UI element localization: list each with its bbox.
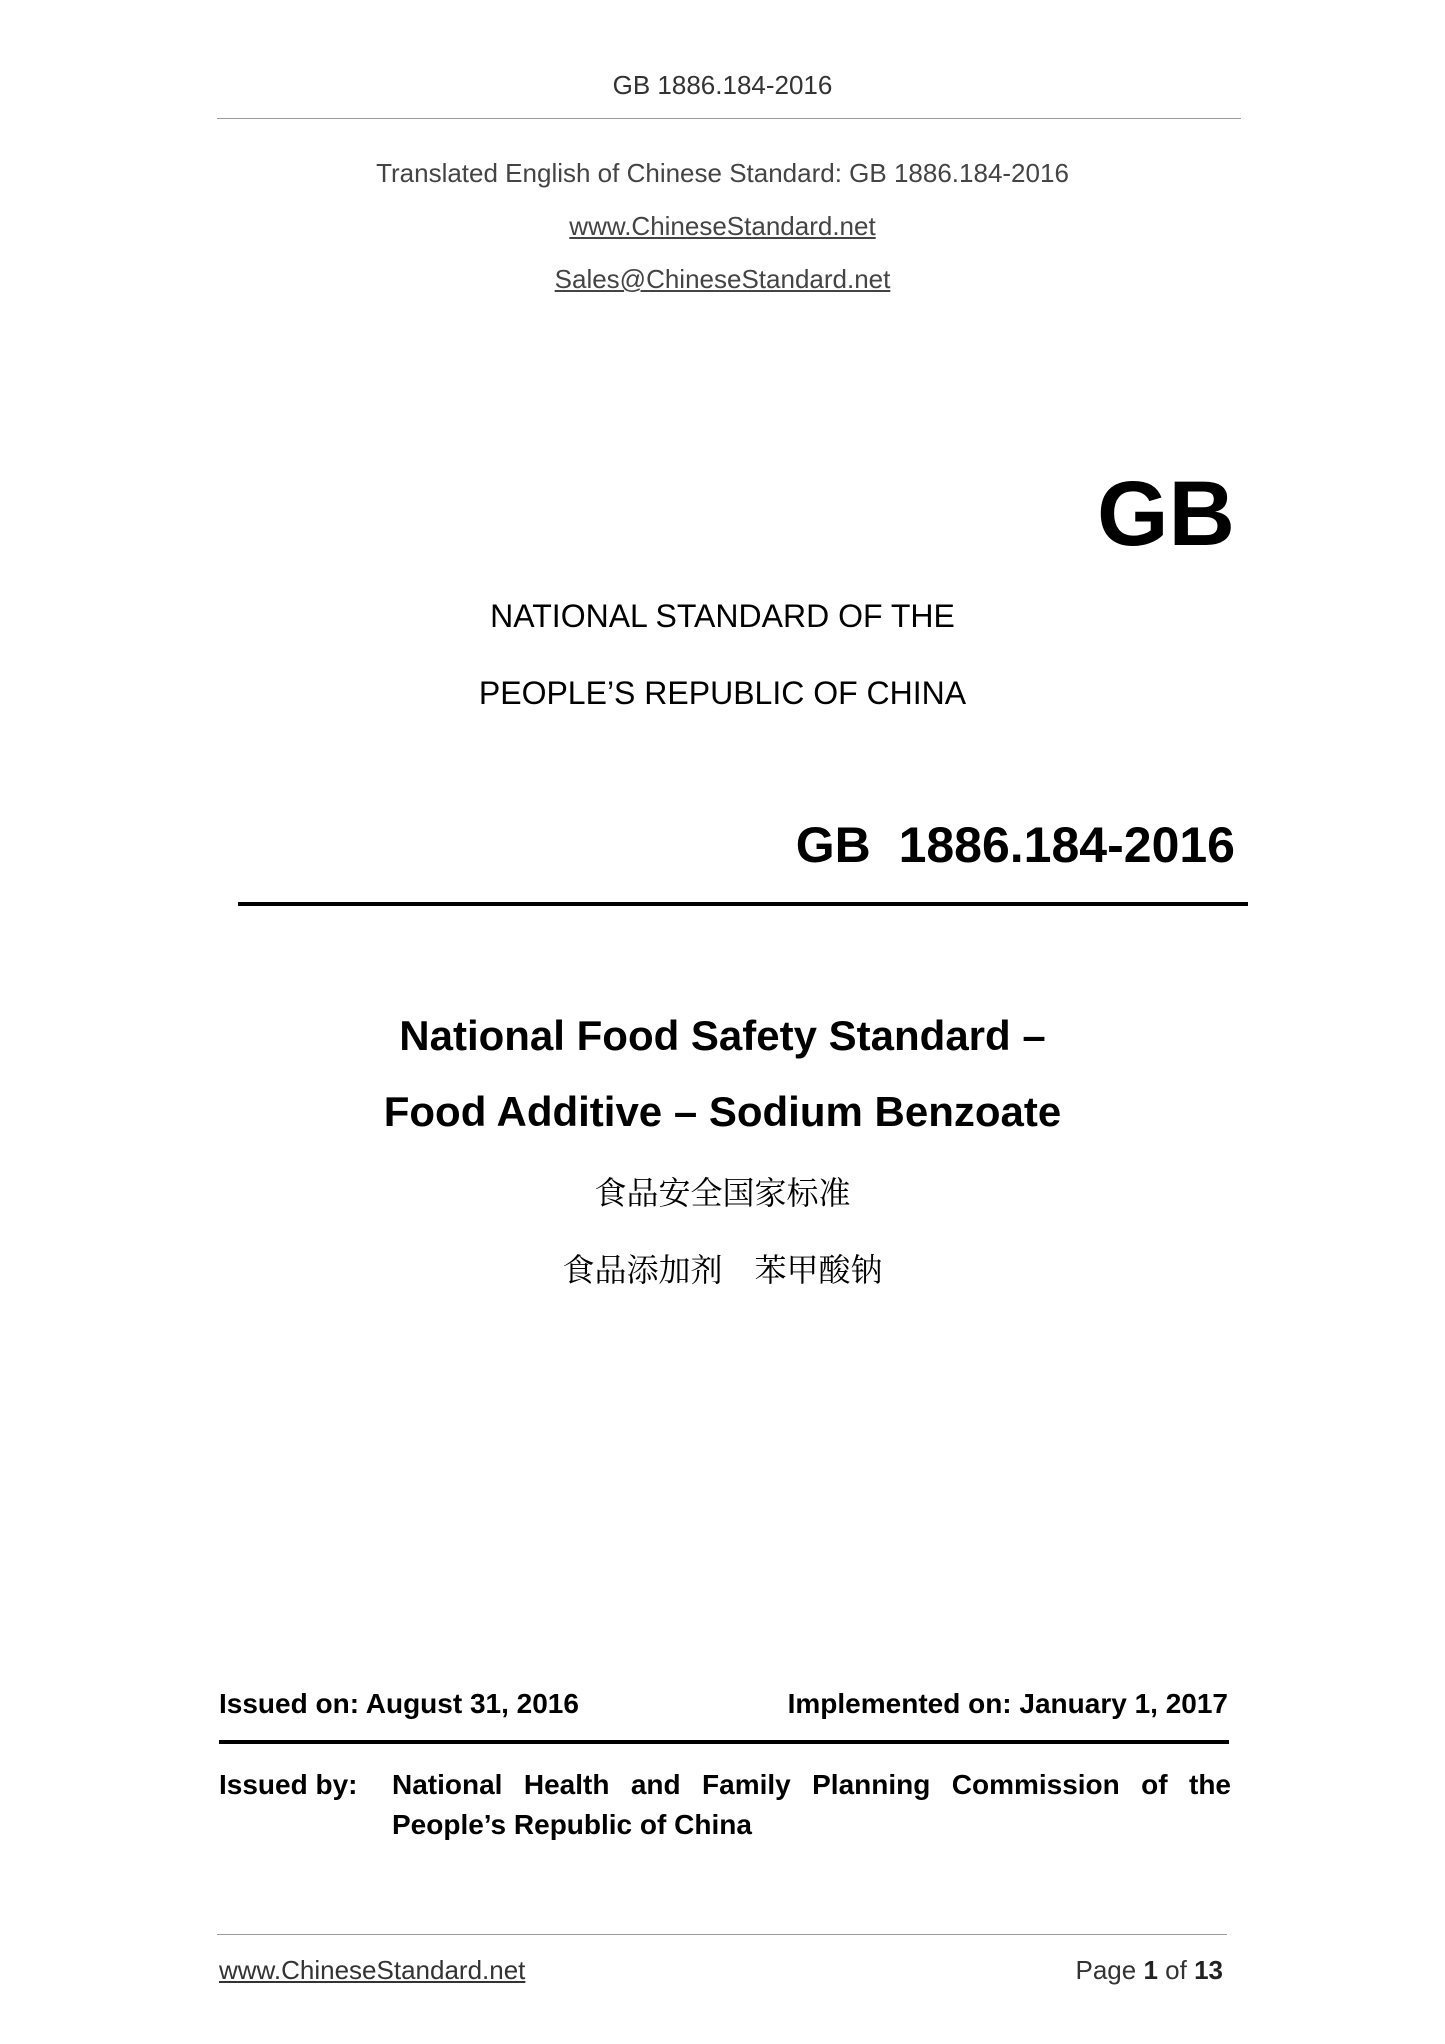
standard-number-divider	[238, 902, 1248, 906]
website-link-text[interactable]: www.ChineseStandard.net	[569, 211, 876, 241]
gb-logo: GB	[1097, 463, 1235, 565]
issued-on-date: Issued on: August 31, 2016	[219, 1688, 579, 1719]
standard-number: GB 1886.184-2016	[795, 817, 1235, 873]
email-link-text[interactable]: Sales@ChineseStandard.net	[554, 264, 891, 294]
national-standard-line2: PEOPLE’S REPUBLIC OF CHINA	[478, 675, 967, 711]
issued-by-line1: National Health and Family Planning Commission of the	[392, 1769, 1231, 1800]
page-indicator	[1075, 1955, 1223, 1986]
implemented-on-date: Implemented on: January 1, 2017	[787, 1688, 1228, 1719]
website-link[interactable]	[0, 211, 1445, 242]
page-total: 13	[1194, 1955, 1223, 1985]
footer-website-link[interactable]: www.ChineseStandard.net	[219, 1955, 526, 1985]
national-standard-line1: NATIONAL STANDARD OF THE	[490, 598, 955, 634]
issued-by	[219, 1765, 1231, 1845]
page-of: of	[1165, 1955, 1187, 1985]
title-chinese-line2: 食品添加剂 苯甲酸钠	[562, 1251, 883, 1289]
title-english-line2: Food Additive – Sodium Benzoate	[383, 1088, 1062, 1135]
issue-divider	[219, 1740, 1229, 1744]
page-current: 1	[1143, 1955, 1158, 1985]
running-header: GB 1886.184-2016	[612, 70, 833, 100]
page-prefix: Page	[1075, 1955, 1137, 1985]
translated-notice: Translated English of Chinese Standard: GB 1886.184-2016	[376, 158, 1069, 188]
issued-by-line2: People’s Republic of China	[392, 1809, 752, 1840]
title-english-line1: National Food Safety Standard –	[399, 1012, 1046, 1059]
header-divider	[217, 118, 1241, 119]
footer-divider	[217, 1934, 1227, 1935]
title-chinese-line1: 食品安全国家标准	[594, 1174, 851, 1212]
issued-by-label: Issued by:	[219, 1769, 358, 1800]
email-link[interactable]	[0, 264, 1445, 295]
issued-by-body	[392, 1765, 1231, 1845]
